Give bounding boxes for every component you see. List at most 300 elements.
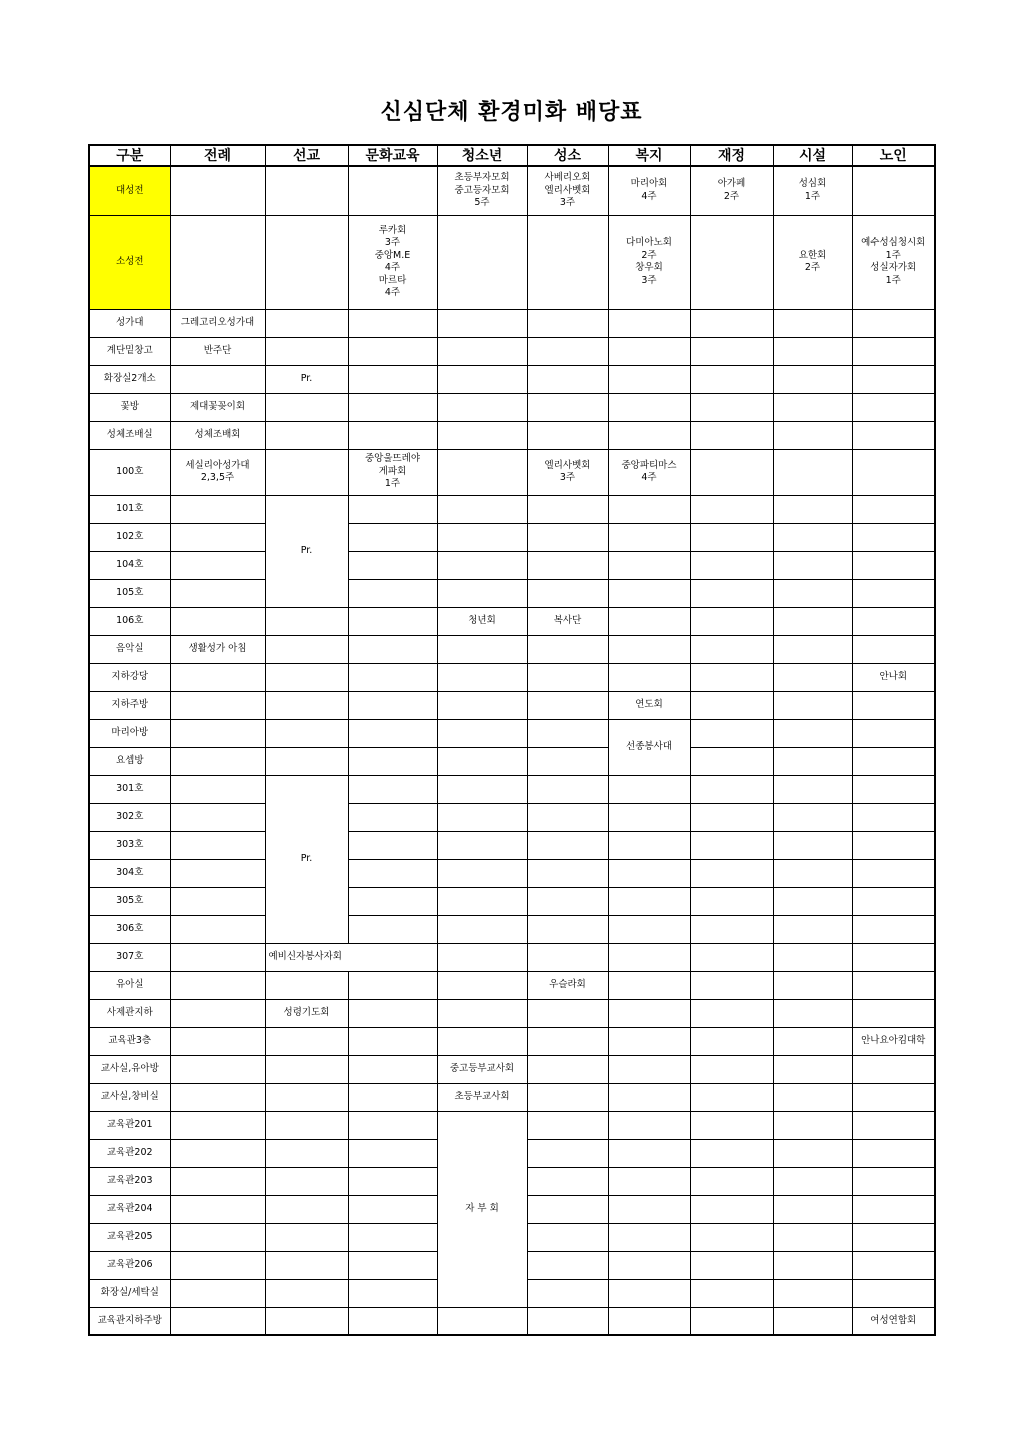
cell: 성심회 1주 [773, 166, 852, 215]
cell [852, 691, 935, 719]
cell [170, 887, 265, 915]
cell [170, 579, 265, 607]
cell [265, 449, 348, 495]
cell [437, 495, 527, 523]
cell [348, 393, 437, 421]
cell: 우슬라회 [527, 971, 608, 999]
cell [348, 1223, 437, 1251]
cell [773, 495, 852, 523]
cell: 안나회 [852, 663, 935, 691]
cell [690, 1055, 773, 1083]
cell [690, 915, 773, 943]
cell [773, 1167, 852, 1195]
cell [348, 1055, 437, 1083]
col-header-senior: 노인 [852, 145, 935, 166]
cell [437, 887, 527, 915]
cell [527, 635, 608, 663]
cell [773, 635, 852, 663]
cell-merged: 예비신자봉사자회 [265, 943, 437, 971]
cell [690, 663, 773, 691]
cell [348, 859, 437, 887]
cell [437, 421, 527, 449]
cell [170, 1167, 265, 1195]
cell [608, 579, 690, 607]
cell [852, 393, 935, 421]
cell [437, 719, 527, 747]
cell: 초등부교사회 [437, 1083, 527, 1111]
cell [437, 663, 527, 691]
cell [437, 775, 527, 803]
cell [527, 831, 608, 859]
cell [690, 607, 773, 635]
col-header-culture: 문화교육 [348, 145, 437, 166]
cell [265, 719, 348, 747]
table-row [89, 915, 935, 943]
cell [527, 943, 608, 971]
cell [773, 915, 852, 943]
cell [608, 887, 690, 915]
cell [773, 663, 852, 691]
cell [265, 1111, 348, 1139]
cell [690, 1195, 773, 1223]
table-row [89, 1055, 935, 1083]
row-label: 지하강당 [89, 663, 170, 691]
cell [773, 943, 852, 971]
cell: 엘리사벳회 3주 [527, 449, 608, 495]
cell [690, 635, 773, 663]
table-row [89, 365, 935, 393]
cell [265, 663, 348, 691]
cell [437, 971, 527, 999]
cell [608, 309, 690, 337]
cell [608, 1279, 690, 1307]
cell: 다미아노회 2주 창우회 3주 [608, 215, 690, 309]
cell [170, 1139, 265, 1167]
cell: 반주단 [170, 337, 265, 365]
cell: 청년회 [437, 607, 527, 635]
col-header-category: 구분 [89, 145, 170, 166]
page-title: 신심단체 환경미화 배당표 [380, 100, 643, 125]
cell-merged: 자 부 회 [437, 1111, 527, 1307]
row-label: 사제관지하 [89, 999, 170, 1027]
row-label: 교육관지하주방 [89, 1307, 170, 1335]
cell [608, 999, 690, 1027]
cell [437, 393, 527, 421]
cell [527, 523, 608, 551]
cell [852, 747, 935, 775]
row-label: 음악실 [89, 635, 170, 663]
cell [773, 971, 852, 999]
cell [852, 1139, 935, 1167]
cell: 성체조배회 [170, 421, 265, 449]
cell [527, 915, 608, 943]
cell [852, 365, 935, 393]
cell [527, 803, 608, 831]
table-row [89, 691, 935, 719]
table-row [89, 831, 935, 859]
cell [608, 1223, 690, 1251]
cell [690, 887, 773, 915]
cell [527, 1307, 608, 1335]
cell [170, 365, 265, 393]
cell-merged: 선종봉사대 [608, 719, 690, 775]
cell [527, 1251, 608, 1279]
row-label: 305호 [89, 887, 170, 915]
cell [170, 1223, 265, 1251]
table-row [89, 1083, 935, 1111]
cell [773, 1139, 852, 1167]
row-label: 계단밑창고 [89, 337, 170, 365]
cell [852, 719, 935, 747]
cell [527, 365, 608, 393]
cell: 초등부자모회 중고등자모회 5주 [437, 166, 527, 215]
table-row [89, 337, 935, 365]
cell [690, 551, 773, 579]
cell [608, 943, 690, 971]
table-row [89, 859, 935, 887]
cell: Pr. [265, 365, 348, 393]
cell [170, 663, 265, 691]
cell [348, 887, 437, 915]
cell [852, 1083, 935, 1111]
table-row [89, 1111, 935, 1139]
cell [690, 831, 773, 859]
cell [265, 1083, 348, 1111]
cell [773, 449, 852, 495]
cell [170, 831, 265, 859]
cell [773, 1111, 852, 1139]
row-label: 꽃방 [89, 393, 170, 421]
cell [690, 495, 773, 523]
cell [608, 1027, 690, 1055]
cell [527, 719, 608, 747]
cell [773, 1307, 852, 1335]
cell [690, 309, 773, 337]
cell [437, 309, 527, 337]
row-label: 303호 [89, 831, 170, 859]
cell [608, 915, 690, 943]
cell [170, 1195, 265, 1223]
cell [170, 215, 265, 309]
cell: 성령기도회 [265, 999, 348, 1027]
table-row [89, 421, 935, 449]
col-header-youth: 청소년 [437, 145, 527, 166]
cell [348, 1251, 437, 1279]
table-row [89, 775, 935, 803]
cell [527, 309, 608, 337]
cell [348, 831, 437, 859]
cell [348, 971, 437, 999]
cell [690, 747, 773, 775]
cell [170, 999, 265, 1027]
cell [773, 1251, 852, 1279]
row-label: 교사실,유아방 [89, 1055, 170, 1083]
row-label: 교육관202 [89, 1139, 170, 1167]
cell [773, 365, 852, 393]
cell [608, 635, 690, 663]
cell [773, 1027, 852, 1055]
cell [265, 1307, 348, 1335]
cell [852, 309, 935, 337]
cell [437, 831, 527, 859]
cell [348, 803, 437, 831]
cell [608, 523, 690, 551]
cell: 마리아회 4주 [608, 166, 690, 215]
cell [170, 1083, 265, 1111]
cell [348, 915, 437, 943]
cell [527, 775, 608, 803]
cell [773, 523, 852, 551]
cell [437, 691, 527, 719]
cell [265, 635, 348, 663]
cell [773, 803, 852, 831]
cell [170, 971, 265, 999]
cell [170, 1251, 265, 1279]
cell [265, 1223, 348, 1251]
header-row [89, 145, 935, 166]
cell [265, 747, 348, 775]
cell [852, 943, 935, 971]
row-label: 104호 [89, 551, 170, 579]
cell [608, 1139, 690, 1167]
cell [690, 691, 773, 719]
cell [690, 1279, 773, 1307]
cell: 중고등부교사회 [437, 1055, 527, 1083]
table-row [89, 887, 935, 915]
table-row [89, 747, 935, 775]
cell [773, 691, 852, 719]
table-row [89, 309, 935, 337]
cell [773, 999, 852, 1027]
row-label: 지하주방 [89, 691, 170, 719]
row-label: 교육관201 [89, 1111, 170, 1139]
table-row [89, 999, 935, 1027]
cell [852, 859, 935, 887]
cell [608, 337, 690, 365]
cell [437, 747, 527, 775]
cell [527, 337, 608, 365]
cell [348, 663, 437, 691]
table-row [89, 1307, 935, 1335]
cell [608, 1055, 690, 1083]
cell [348, 579, 437, 607]
row-label: 성가대 [89, 309, 170, 337]
cell [437, 1027, 527, 1055]
cell [608, 1111, 690, 1139]
cell [170, 1027, 265, 1055]
cell [437, 915, 527, 943]
cell [265, 971, 348, 999]
table-row [89, 635, 935, 663]
cell [348, 775, 437, 803]
cell [170, 803, 265, 831]
cell [265, 337, 348, 365]
cell: 제대꽃꽂이회 [170, 393, 265, 421]
row-label: 성체조배실 [89, 421, 170, 449]
cell [852, 1223, 935, 1251]
cell [690, 999, 773, 1027]
cell [690, 719, 773, 747]
cell [437, 803, 527, 831]
cell [690, 1251, 773, 1279]
cell [348, 551, 437, 579]
cell [527, 999, 608, 1027]
cell [348, 421, 437, 449]
cell [852, 579, 935, 607]
cell [170, 1111, 265, 1139]
col-header-facility: 시설 [773, 145, 852, 166]
cell [437, 365, 527, 393]
table-row [89, 663, 935, 691]
cell [608, 1307, 690, 1335]
cell [170, 915, 265, 943]
cell [527, 1055, 608, 1083]
cell [170, 551, 265, 579]
cell [690, 523, 773, 551]
table-row [89, 215, 935, 309]
cell: 여성연합회 [852, 1307, 935, 1335]
cell [690, 215, 773, 309]
cell [527, 859, 608, 887]
table-row [89, 495, 935, 523]
cell [608, 1195, 690, 1223]
cell [690, 337, 773, 365]
row-label: 102호 [89, 523, 170, 551]
cell [608, 663, 690, 691]
cell: 요한회 2주 [773, 215, 852, 309]
cell [852, 551, 935, 579]
cell-merged: Pr. [265, 495, 348, 607]
row-label: 교육관3층 [89, 1027, 170, 1055]
row-label: 105호 [89, 579, 170, 607]
row-label: 100호 [89, 449, 170, 495]
row-label: 101호 [89, 495, 170, 523]
table-row [89, 551, 935, 579]
cell [852, 449, 935, 495]
cell [265, 421, 348, 449]
cell [690, 1223, 773, 1251]
table-row [89, 971, 935, 999]
cell [170, 943, 265, 971]
cell [437, 1307, 527, 1335]
cell [348, 309, 437, 337]
cell [527, 747, 608, 775]
cell [608, 421, 690, 449]
cell [527, 691, 608, 719]
cell [170, 775, 265, 803]
cell [852, 775, 935, 803]
table-row [89, 449, 935, 495]
cell [608, 1083, 690, 1111]
cell [265, 1027, 348, 1055]
table-row [89, 393, 935, 421]
cell [527, 393, 608, 421]
cell [852, 803, 935, 831]
cell [852, 635, 935, 663]
row-label: 302호 [89, 803, 170, 831]
cell [852, 421, 935, 449]
cell [608, 803, 690, 831]
cell [170, 607, 265, 635]
cell [348, 999, 437, 1027]
cell [527, 495, 608, 523]
cell [348, 1195, 437, 1223]
cell: 아가페 2주 [690, 166, 773, 215]
table-row [89, 1027, 935, 1055]
cell [437, 579, 527, 607]
cell [265, 1251, 348, 1279]
cell [690, 971, 773, 999]
cell [348, 523, 437, 551]
cell [690, 775, 773, 803]
cell [265, 1195, 348, 1223]
cell [527, 1083, 608, 1111]
cell [852, 887, 935, 915]
cell: 연도회 [608, 691, 690, 719]
cell [265, 215, 348, 309]
cell [348, 1307, 437, 1335]
cell [773, 1195, 852, 1223]
cell [170, 1055, 265, 1083]
cell [437, 551, 527, 579]
cell [170, 495, 265, 523]
cell [690, 579, 773, 607]
cell [773, 1279, 852, 1307]
cell [608, 551, 690, 579]
cell [348, 1139, 437, 1167]
row-label: 교육관205 [89, 1223, 170, 1251]
cell [437, 999, 527, 1027]
cell [852, 1251, 935, 1279]
row-label: 화장실/세탁실 [89, 1279, 170, 1307]
cell: 안나요아킴대학 [852, 1027, 935, 1055]
cell [773, 775, 852, 803]
cell [773, 1055, 852, 1083]
cell [773, 719, 852, 747]
cell [608, 393, 690, 421]
cell [437, 337, 527, 365]
cell [527, 551, 608, 579]
cell [348, 1083, 437, 1111]
cell [852, 1195, 935, 1223]
cell [773, 421, 852, 449]
cell [527, 1279, 608, 1307]
table-row [89, 579, 935, 607]
cell: 사베리오회 엘리사벳회 3주 [527, 166, 608, 215]
col-header-welfare: 복지 [608, 145, 690, 166]
cell [608, 775, 690, 803]
assignment-table [88, 144, 936, 1336]
cell [527, 1223, 608, 1251]
cell [852, 1055, 935, 1083]
cell [348, 365, 437, 393]
cell [690, 1083, 773, 1111]
cell [265, 607, 348, 635]
cell [608, 607, 690, 635]
cell [773, 607, 852, 635]
cell [527, 1027, 608, 1055]
cell [773, 747, 852, 775]
cell [348, 1027, 437, 1055]
cell [527, 663, 608, 691]
cell: 복사단 [527, 607, 608, 635]
cell [608, 1167, 690, 1195]
cell [773, 579, 852, 607]
cell [608, 365, 690, 393]
row-label: 교육관206 [89, 1251, 170, 1279]
cell [608, 971, 690, 999]
table-row [89, 607, 935, 635]
